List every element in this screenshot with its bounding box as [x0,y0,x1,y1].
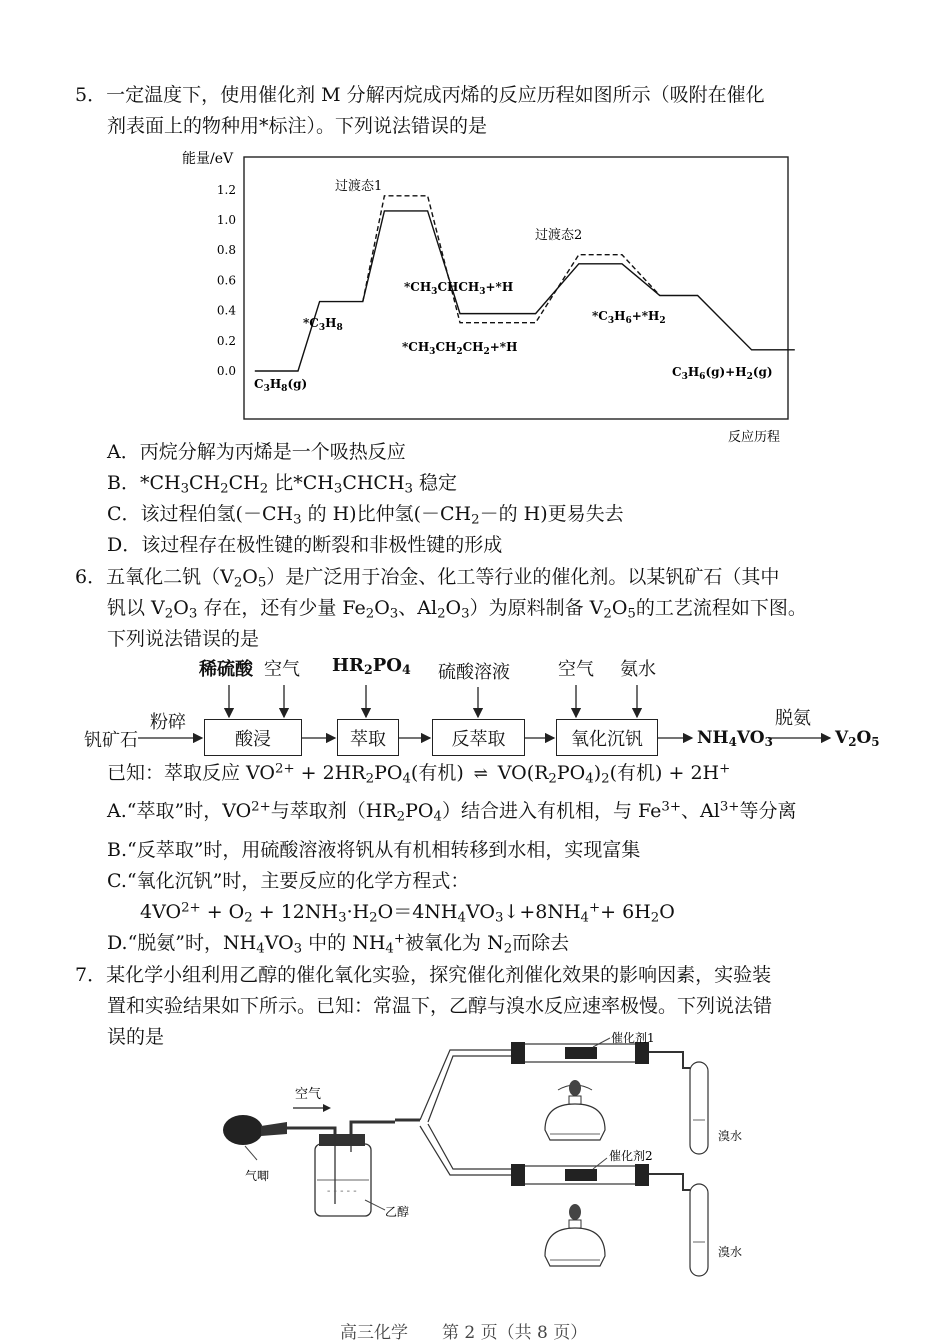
ethanol-label: 乙醇 [385,1205,410,1219]
y-tick-label: 0.4 [216,303,236,318]
y-tick-label: 0.0 [216,364,236,378]
flow-input-dilute-acid: 稀硫酸 [199,659,253,680]
q6-option-c-equation: $4VO^{2+} + O_2$ + $12NH_3\cdot H_2O=4NH_4VO_3↓+8NH_4^++ 6H_2O$ [140,900,675,926]
q6-option-c[interactable]: C.“氧化沉钒”时，主要反应的化学方程式： [107,870,470,892]
bromine-water-1-label: 溴水 [718,1129,743,1143]
y-tick-label: 1.2 [216,182,236,197]
bromine-water-2-label: 溴水 [718,1245,743,1259]
rubber-bulb-icon [223,1115,263,1145]
flow-box-oxidation-precipitation: 氧化沉钒 [556,719,658,756]
flow-box-acid-leach: 酸浸 [204,719,302,756]
flame-1-icon [569,1080,581,1096]
q7-stem-line3: 误的是 [107,1026,165,1048]
q5-energy-diagram [160,145,810,450]
catalyst-1-label: 催化剂1 [611,1031,655,1045]
test-tube-1 [690,1062,708,1154]
q6-known-reaction: 已知：萃取反应 $VO^{2+} + 2HR_2PO_4$(有机) ⇌ $VO(R_2PO_4)_2$(有机) + 2H+ [107,758,730,789]
equilibrium-arrow-icon: ⇌ [473,764,488,784]
flame-2-icon [569,1204,581,1220]
bulb-nozzle [261,1122,287,1136]
svg-text:- - - - -: - - - - - [327,1186,357,1197]
flow-step-deammonia: 脱氨 [775,708,811,729]
y-tick-label: 1.0 [216,213,236,227]
flow-input-ammonia: 氨水 [620,659,656,680]
test-tube-2 [690,1184,708,1276]
transition-state-1-label: 过渡态1 [335,179,383,194]
flow-box-extraction: 萃取 [337,719,399,756]
energy-profile-solid [255,211,795,371]
q5-stem-line2: 剂表面上的物种用*标注）。下列说法错误的是 [107,115,488,137]
q6-option-d[interactable]: D.“脱氨”时，$NH_4VO_3$ 中的 $NH_4^+$被氧化为 $N_2$而除去 [107,931,570,957]
pump-label: 气唧 [245,1169,270,1183]
page-footer: 高三化学 第 2 页（共 8 页） [340,1323,588,1343]
flow-step-crush: 粉碎 [150,712,186,733]
y-tick-label: 0.6 [216,273,236,288]
flow-input-air-1: 空气 [264,659,300,680]
q5-option-b[interactable]: B．$*CH_3CH_2CH_2$ 比$*CH_3CHCH_3$ 稳定 [107,472,458,497]
catalyst-2-label: 催化剂2 [609,1149,653,1163]
energy-profiles [255,196,795,371]
q7-stem-line2: 置和实验结果如下所示。已知：常温下，乙醇与溴水反应速率极慢。下列说法错 [107,995,773,1017]
y-axis-label: 能量/eV [182,151,234,167]
flow-box-back-extraction: 反萃取 [432,719,525,756]
q5-option-c[interactable]: C．该过程伯氢($-CH_3$ 的 H)比仲氢($-CH_2-$的 H)更易失去 [107,503,624,528]
transition-state-2-label: 过渡态2 [535,228,583,243]
plot-frame [244,157,788,419]
q6-stem-line3: 下列说法错误的是 [107,628,260,650]
alcohol-lamp-1 [545,1104,605,1140]
q5-option-d[interactable]: D．该过程存在极性键的断裂和非极性键的形成 [107,534,503,556]
y-tick-label: 0.2 [216,333,236,348]
q6-stem-line1: 6．五氧化二钒$(V_2O_5)$是广泛用于冶金、化工等行业的催化剂。以某钒矿石（其中 [75,566,780,591]
q6-option-b[interactable]: B.“反萃取”时，用硫酸溶液将钒从有机相转移到水相，实现富集 [107,839,641,861]
flow-start-ore: 钒矿石 [84,730,138,751]
x-axis-label: 反应历程 [728,430,781,445]
flow-product-nh4vo3: $NH_4VO_3$ [697,728,773,749]
y-tick-labels [217,183,236,378]
c3h8-adsorbed-label: $*C_3H_8$ [303,316,343,333]
ch3ch2ch2-label: $*CH_3CH_2CH_2+*H$ [402,340,518,357]
q6-option-a[interactable]: A.“萃取”时，$VO^{2+}$与萃取剂$(HR_2PO_4)$结合进入有机相，与 $Fe^{3+}$、$Al^{3+}$等分离 [107,799,797,825]
q5-stem-line1: 5．一定温度下，使用催化剂 M 分解丙烷成丙烯的反应历程如图所示（吸附在催化 [75,84,765,106]
catalyst-2-icon [565,1169,597,1181]
flow-input-air-2: 空气 [558,659,594,680]
c3h6-adsorbed-label: $*C_3H_6+*H_2$ [592,309,666,326]
ch3chch3-label: $*CH_3CHCH_3+*H$ [404,280,514,297]
air-label: 空气 [295,1087,322,1102]
energy-profile-dashed [363,196,660,323]
flow-input-hr2po4: $HR_2PO_4$ [332,655,411,678]
q7-stem-line1: 7．某化学小组利用乙醇的催化氧化实验，探究催化剂催化效果的影响因素，实验装 [75,964,772,986]
y-tick-label: 0.8 [216,243,236,258]
c3h8-gas-label: $C_3H_8(g)$ [254,377,308,394]
flow-final-v2o5: $V_2O_5$ [835,728,880,749]
q6-stem-line2: 钒以 $V_2O_3$ 存在，还有少量 $Fe_2O_3$、$Al_2O_3$）为原料制备 $V_2O_5$的工艺流程如下图。 [107,597,807,622]
q5-option-a[interactable]: A．丙烷分解为丙烯是一个吸热反应 [107,441,406,463]
flow-input-sulfuric-solution: 硫酸溶液 [438,662,510,683]
catalyst-1-icon [565,1047,597,1059]
product-gas-label: $C_3H_6(g)+H_2(g)$ [672,365,773,382]
q7-apparatus-diagram [215,1030,755,1300]
